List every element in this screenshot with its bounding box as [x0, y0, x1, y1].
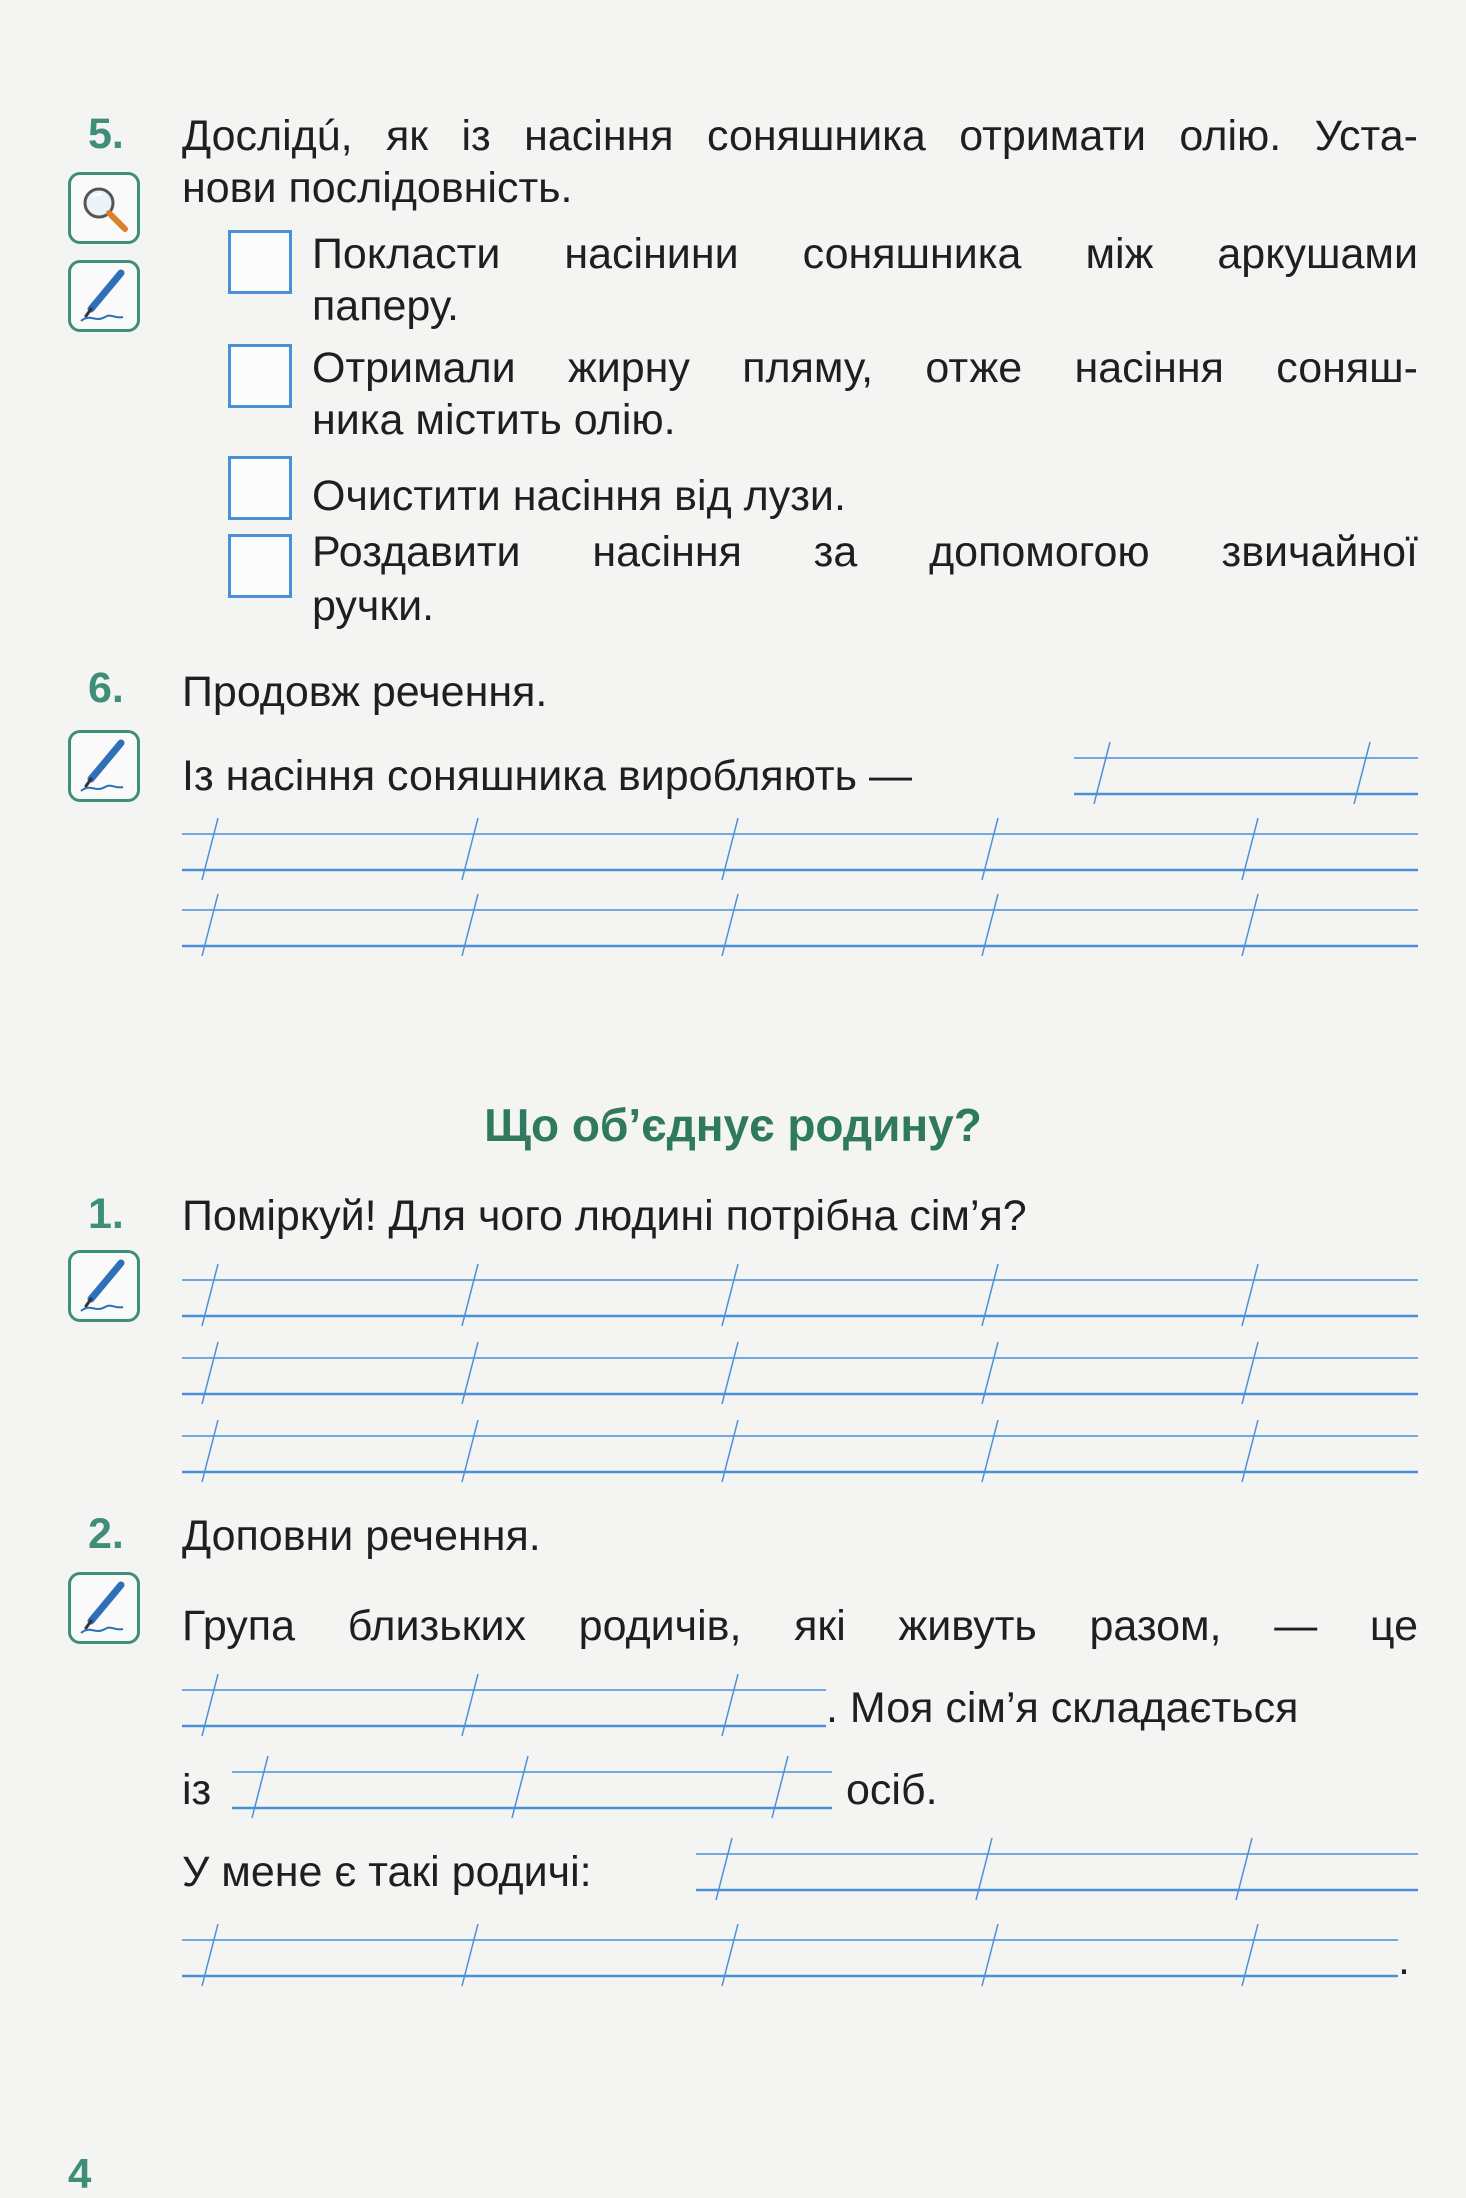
- answer-field-family-size[interactable]: [232, 1762, 832, 1822]
- section-title: Що об’єднує родину?: [484, 1099, 982, 1151]
- task-6-instruction: Продовж речення.: [182, 668, 548, 716]
- task-6-number: 6.: [88, 664, 124, 712]
- answer-field-task6[interactable]: [182, 820, 1418, 970]
- task-6-sentence-start: Із насіння соняшника виробляють —: [182, 752, 912, 800]
- option-3-line1: Очистити насіння від лузи.: [312, 472, 846, 520]
- option-2-line2: ника містить олію.: [312, 396, 676, 444]
- task-2-sentence-c-end: осіб.: [846, 1766, 938, 1814]
- answer-field-task1[interactable]: [182, 1264, 1418, 1484]
- answer-field-relatives-1[interactable]: [696, 1844, 1418, 1904]
- task-2-sentence-c-start: із: [182, 1766, 212, 1814]
- page-number: 4: [68, 2150, 92, 2197]
- answer-field-relatives-2[interactable]: [182, 1922, 1398, 1982]
- task-2-sentence-b: . Моя сім’я складається: [826, 1684, 1299, 1732]
- option-4-line2: ручки.: [312, 582, 435, 630]
- task-5-text-line2: нови послідовність.: [182, 164, 573, 212]
- option-2-line1: Отримали жирну пляму, отже насіння соняш-: [312, 344, 1418, 392]
- answer-field-family-definition[interactable]: [182, 1680, 826, 1740]
- task-1-number: 1.: [88, 1190, 124, 1238]
- task-1-question: Поміркуй! Для чого людині потрібна сім’я?: [182, 1192, 1027, 1240]
- option-1-line1: Покласти насінини соняшника між аркушами: [312, 230, 1418, 278]
- option-1-line2: паперу.: [312, 282, 459, 330]
- task-2-instruction: Доповни речення.: [182, 1512, 541, 1560]
- option-4-line1: Роздавити насіння за допомогою звичайної: [312, 528, 1418, 576]
- task-2-final-period: .: [1398, 1936, 1410, 1984]
- task-5-text-line1: Дослідú, як із насіння соняшника отримати олію. Уста-: [182, 112, 1418, 160]
- answer-field-task6-start[interactable]: [1074, 750, 1418, 806]
- task-2-number: 2.: [88, 1510, 124, 1558]
- task-2-sentence-d: У мене є такі родичі:: [182, 1848, 592, 1896]
- task-5-number: 5.: [88, 110, 124, 158]
- task-2-sentence-a: Група близьких родичів, які живуть разом, — це: [182, 1602, 1418, 1650]
